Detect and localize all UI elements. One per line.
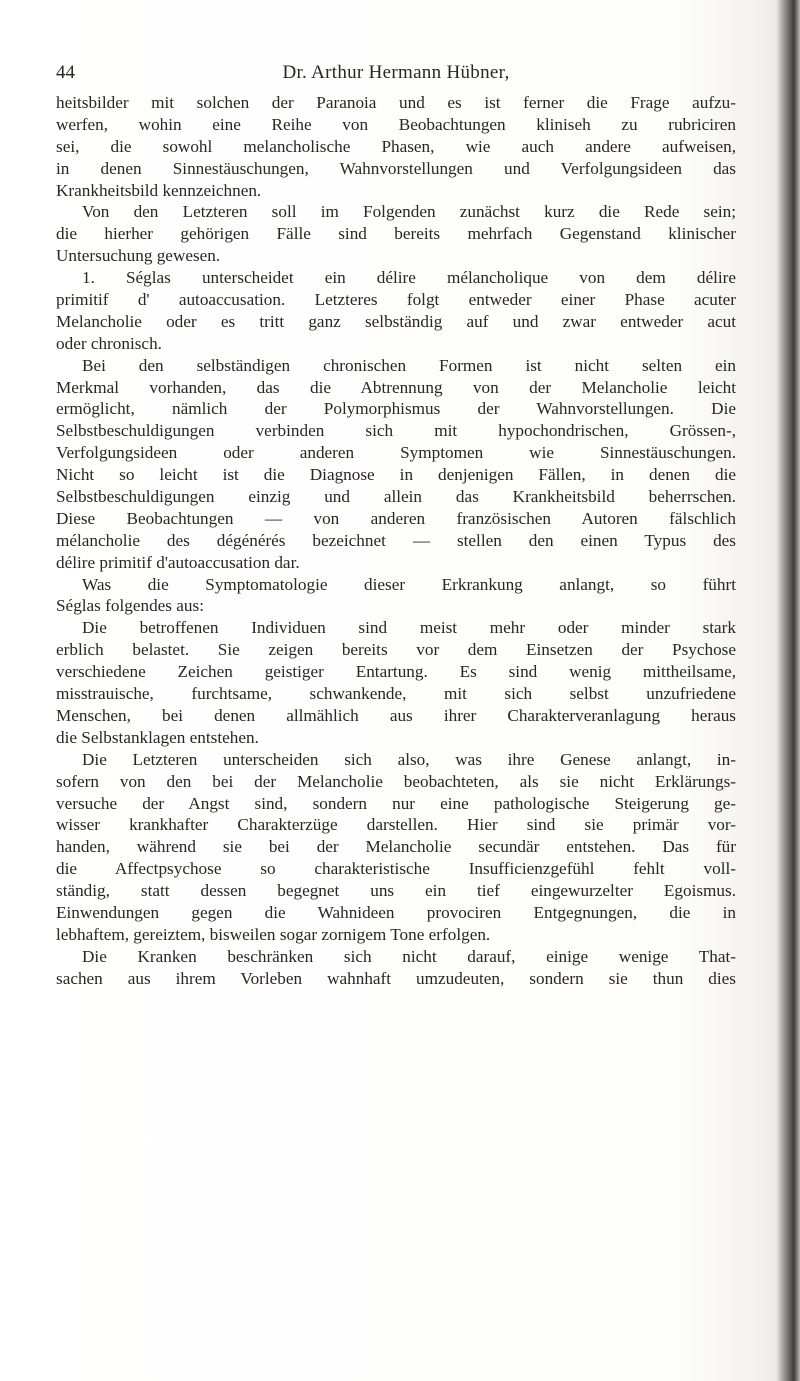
text-line: Merkmal vorhanden, das die Abtrennung von der Melancholie leicht xyxy=(56,377,736,397)
text-line: sei, die sowohl melancholische Phasen, wie auch andere aufweisen, xyxy=(56,136,736,156)
text-line: Menschen, bei denen allmählich aus ihrer Charakterveranlagung heraus xyxy=(56,705,736,725)
text-line: verschiedene Zeichen geistiger Entartung. Es sind wenig mittheilsame, xyxy=(56,662,736,682)
text-line: Untersuchung gewesen. xyxy=(56,246,221,266)
text-line: die hierher gehörigen Fälle sind bereits mehrfach Gegenstand klinischer xyxy=(56,224,736,244)
text-line: in denen Sinnestäuschungen, Wahnvorstellungen und Verfolgungsideen das xyxy=(56,158,736,178)
text-line: erblich belastet. Sie zeigen bereits vor dem Einsetzen der Psychose xyxy=(56,640,736,660)
text-line: Selbstbeschuldigungen verbinden sich mit hypochondrischen, Grössen-, xyxy=(56,421,736,441)
text-line: Séglas folgendes aus: xyxy=(56,596,204,616)
text-line: oder chronisch. xyxy=(56,333,162,353)
text-line: Was die Symptomatologie dieser Erkrankung anlangt, so führt xyxy=(82,574,736,594)
text-line: lebhaftem, gereiztem, bisweilen sogar zornigem Tone erfolgen. xyxy=(56,924,491,944)
text-line: Die Kranken beschränken sich nicht darauf, einige wenige That- xyxy=(82,946,736,966)
text-line: Diese Beobachtungen — von anderen französischen Autoren fälschlich xyxy=(56,508,736,528)
text-line: ermöglicht, nämlich der Polymorphismus der Wahnvorstellungen. Die xyxy=(56,399,736,419)
text-line: ständig, statt dessen begegnet uns ein tief eingewurzelter Egoismus. xyxy=(56,881,736,901)
text-line: primitif d' autoaccusation. Letzteres folgt entweder einer Phase acuter xyxy=(56,290,736,310)
text-line: wisser krankhafter Charakterzüge darstellen. Hier sind sie primär vor- xyxy=(56,815,736,835)
text-line: Die Letzteren unterscheiden sich also, was ihre Genese anlangt, in- xyxy=(82,749,736,769)
text-line: Die betroffenen Individuen sind meist mehr oder minder stark xyxy=(82,618,736,638)
text-line: versuche der Angst sind, sondern nur eine pathologische Steigerung ge- xyxy=(56,793,736,813)
text-line: Krankheitsbild kennzeichnen. xyxy=(56,180,262,200)
text-line: werfen, wohin eine Reihe von Beobachtungen kliniseh zu rubriciren xyxy=(56,114,736,134)
text-line: die Affectpsychose so charakteristische Insufficienzgefühl fehlt voll- xyxy=(56,859,736,879)
text-line: Einwendungen gegen die Wahnideen provociren Entgegnungen, die in xyxy=(56,902,736,922)
text-line: handen, während sie bei der Melancholie secundär entstehen. Das für xyxy=(56,837,736,857)
text-line: misstrauische, furchtsame, schwankende, mit sich selbst unzufriedene xyxy=(56,684,736,704)
body-text xyxy=(56,92,736,990)
page-number: 44 xyxy=(56,62,75,83)
text-line: die Selbstanklagen entstehen. xyxy=(56,727,259,747)
page-header xyxy=(56,62,736,92)
text-line: Von den Letzteren soll im Folgenden zunächst kurz die Rede sein; xyxy=(82,202,736,222)
text-line: mélancholie des dégénérés bezeichnet — stellen den einen Typus des xyxy=(56,530,736,550)
text-line: Nicht so leicht ist die Diagnose in denjenigen Fällen, in denen die xyxy=(56,465,736,485)
text-line: Selbstbeschuldigungen einzig und allein das Krankheitsbild beherrschen. xyxy=(56,487,736,507)
text-line: 1. Séglas unterscheidet ein délire mélancholique von dem délire xyxy=(82,268,736,288)
text-line: délire primitif d'autoaccusation dar. xyxy=(56,552,300,572)
text-line: Bei den selbständigen chronischen Formen ist nicht selten ein xyxy=(82,355,736,375)
text-line: heitsbilder mit solchen der Paranoia und es ist ferner die Frage aufzu- xyxy=(56,93,736,112)
text-line: sofern von den bei der Melancholie beobachteten, als sie nicht Erklärungs- xyxy=(56,771,736,791)
text-line: Verfolgungsideen oder anderen Symptomen wie Sinnestäuschungen. xyxy=(56,443,736,463)
running-head: Dr. Arthur Hermann Hübner, xyxy=(282,62,510,83)
text-line: sachen aus ihrem Vorleben wahnhaft umzudeuten, sondern sie thun dies xyxy=(56,968,736,988)
text-line: Melancholie oder es tritt ganz selbständig auf und zwar entweder acut xyxy=(56,311,736,331)
page-binding-shadow xyxy=(776,0,800,1381)
